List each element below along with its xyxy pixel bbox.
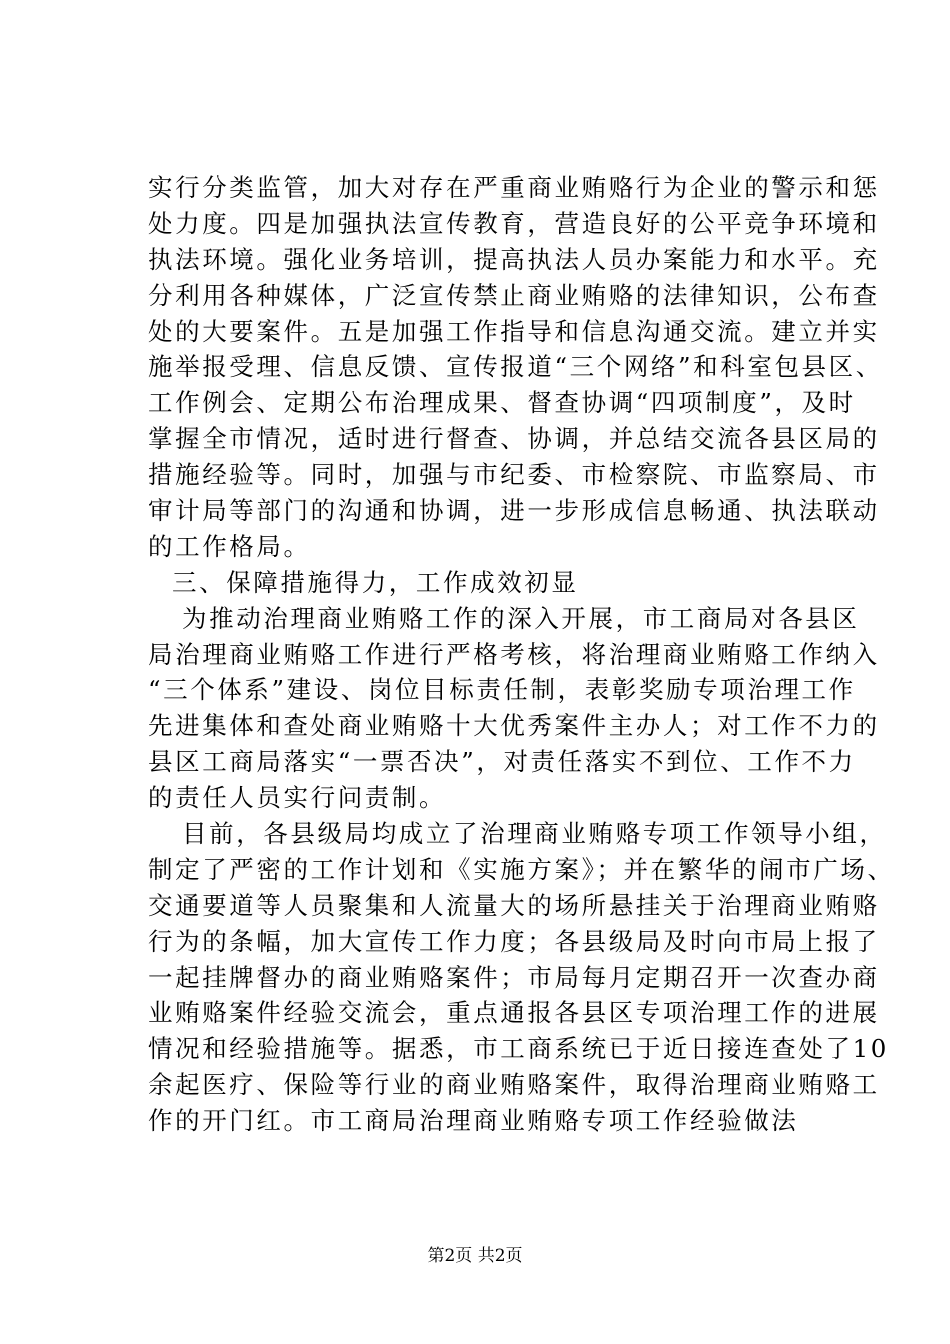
text-line: 目前，各县级局均成立了治理商业贿赂专项工作领导小组， [182,819,887,849]
text-line: 措施经验等。同时，加强与市纪委、市检察院、市监察局、市 [148,460,880,490]
text-line: 先进集体和查处商业贿赂十大优秀案件主办人；对工作不力的 [148,711,880,741]
text-line: 审计局等部门的沟通和协调，进一步形成信息畅通、执法联动 [148,496,880,526]
text-line: 交通要道等人员聚集和人流量大的场所悬挂关于治理商业贿赂 [148,890,880,920]
text-line: 施举报受理、信息反馈、宣传报道“三个网络”和科室包县区、 [148,352,883,382]
text-line: 制定了严密的工作计划和《实施方案》；并在繁华的闹市广场、 [148,854,895,884]
text-line: 分利用各种媒体，广泛宣传禁止商业贿赂的法律知识，公布查 [148,280,880,310]
text-line: 行为的条幅，加大宣传工作力度；各县级局及时向市局上报了 [148,926,880,956]
text-line: 县区工商局落实“一票否决”，对责任落实不到位、工作不力 [148,747,856,777]
text-line: 局治理商业贿赂工作进行严格考核，将治理商业贿赂工作纳入 [148,639,880,669]
text-line: 情况和经验措施等。据悉，市工商系统已于近日接连查处了10 [148,1034,889,1064]
text-line: 处力度。四是加强执法宣传教育，营造良好的公平竞争环境和 [148,208,880,238]
text-line: 为推动治理商业贿赂工作的深入开展，市工商局对各县区 [182,603,860,633]
text-line: 执法环境。强化业务培训，提高执法人员办案能力和水平。充 [148,244,880,274]
body-text [148,170,895,1139]
text-line: 一起挂牌督办的商业贿赂案件；市局每月定期召开一次查办商 [148,962,880,992]
text-line: 余起医疗、保险等行业的商业贿赂案件，取得治理商业贿赂工 [148,1070,880,1100]
text-line: 工作例会、定期公布治理成果、督查协调“四项制度”，及时 [148,388,856,418]
section-heading: 三、保障措施得力，工作成效初显 [172,567,579,597]
text-line: 作的开门红。市工商局治理商业贿赂专项工作经验做法 [148,1106,799,1136]
text-line: 业贿赂案件经验交流会，重点通报各县区专项治理工作的进展 [148,998,880,1028]
text-line: 掌握全市情况，适时进行督查、协调，并总结交流各县区局的 [148,424,880,454]
text-line: 实行分类监管，加大对存在严重商业贿赂行为企业的警示和惩 [148,173,880,202]
text-line: 处的大要案件。五是加强工作指导和信息沟通交流。建立并实 [148,316,880,346]
text-line: “三个体系”建设、岗位目标责任制，表彰奖励专项治理工作 [148,675,856,705]
text-line: 的工作格局。 [148,531,311,561]
page-number-footer: 第2页 共2页 [427,1246,523,1266]
text-line: 的责任人员实行问责制。 [148,783,447,813]
